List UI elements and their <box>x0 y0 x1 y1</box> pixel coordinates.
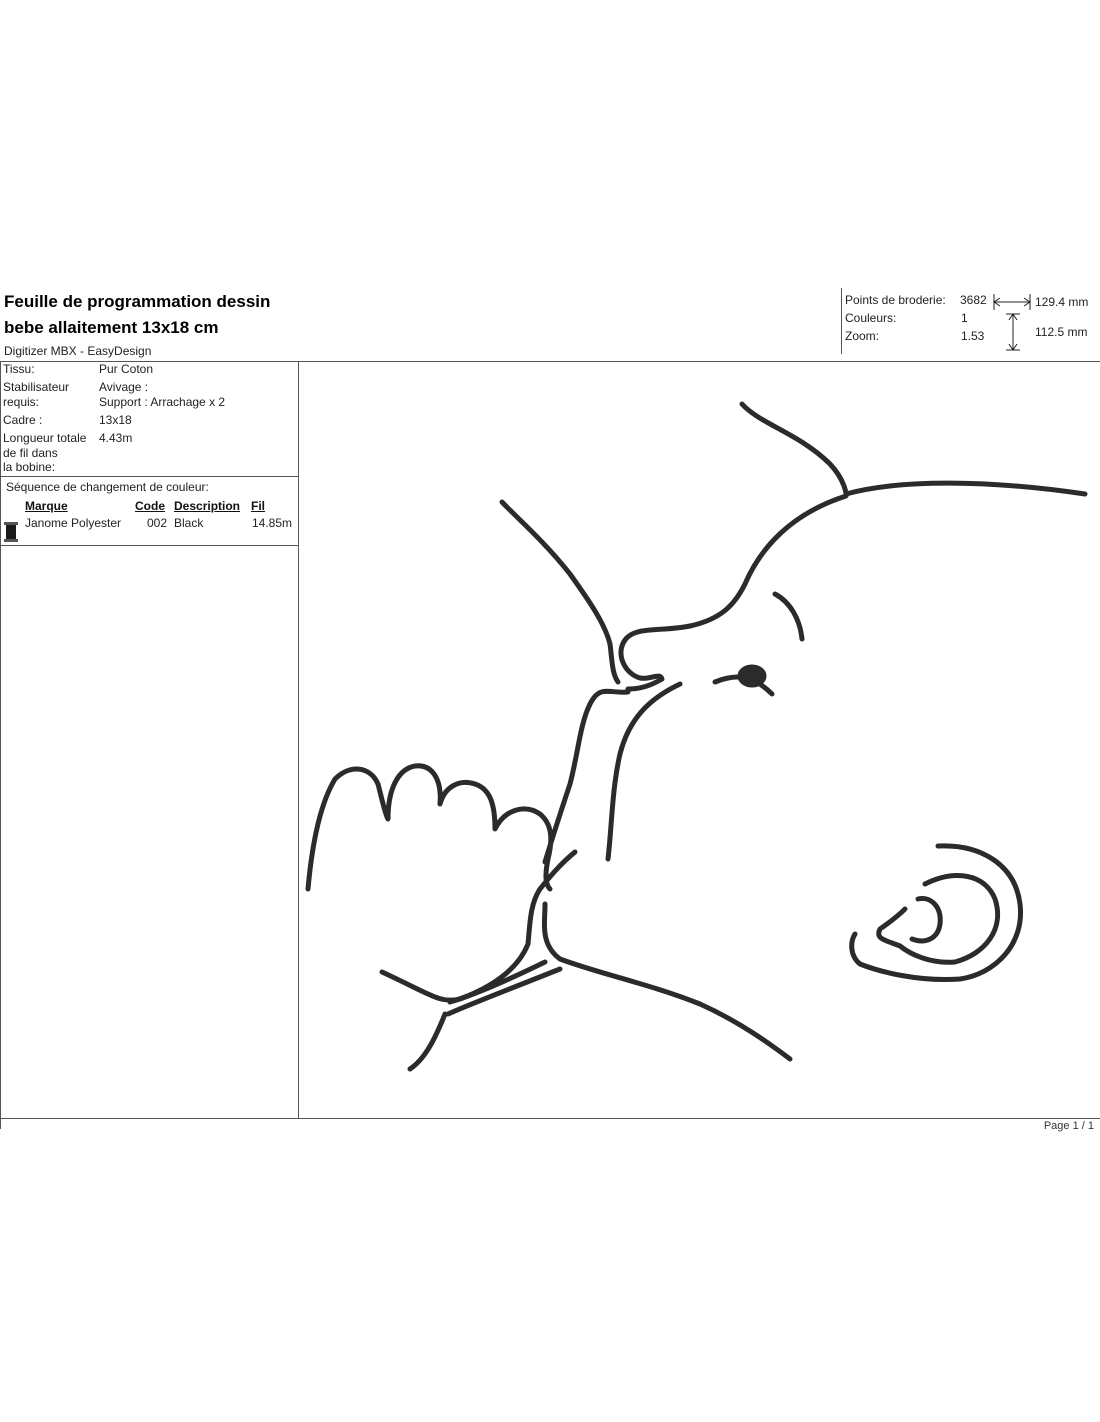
stabilizer-back: Support : Arrachage x 2 <box>99 395 226 409</box>
title-line-1: Feuille de programmation dessin <box>4 292 271 311</box>
design-height: 112.5 mm <box>1035 325 1088 339</box>
arm-line-4 <box>410 1014 445 1069</box>
row-description: Black <box>174 516 204 530</box>
hand-contour <box>308 766 551 889</box>
zoom-value: 1.53 <box>961 329 985 343</box>
col-length: Fil <box>251 499 265 513</box>
breast-contour <box>621 496 846 689</box>
fabric-value: Pur Coton <box>99 362 154 376</box>
design-width: 129.4 mm <box>1035 295 1089 309</box>
baby-eye <box>740 667 764 685</box>
col-code: Code <box>135 499 165 513</box>
frame-value: 13x18 <box>99 413 132 427</box>
col-description: Description <box>174 499 241 513</box>
thread-value: 4.43m <box>99 431 133 445</box>
row-length: 14.85m <box>252 516 293 530</box>
title-line-2: bebe allaitement 13x18 cm <box>4 318 219 337</box>
software-name: Digitizer MBX - EasyDesign <box>4 344 152 358</box>
stitches-value: 3682 <box>960 293 987 307</box>
sequence-title: Séquence de changement de couleur: <box>6 480 209 494</box>
thread-label-1: Longueur totale <box>3 431 87 445</box>
colors-label: Couleurs: <box>845 311 897 325</box>
baby-brow <box>775 594 802 639</box>
zoom-label: Zoom: <box>845 329 880 343</box>
arm-line-1 <box>544 904 790 1059</box>
stabilizer-label-2: requis: <box>3 395 40 409</box>
breast-upper-contour <box>742 404 1085 494</box>
face-left-contour <box>502 502 618 682</box>
stabilizer-front: Avivage : <box>99 380 149 394</box>
row-brand: Janome Polyester <box>25 516 122 530</box>
colors-value: 1 <box>961 311 968 325</box>
programming-sheet <box>0 284 1100 1132</box>
col-brand: Marque <box>25 499 68 513</box>
stitches-label: Points de broderie: <box>845 293 946 307</box>
thread-label-2: de fil dans <box>3 446 58 460</box>
embroidery-design <box>0 284 1100 1129</box>
fabric-label: Tissu: <box>3 362 35 376</box>
page-number: Page 1 / 1 <box>1043 1120 1094 1132</box>
stabilizer-label-1: Stabilisateur <box>3 380 70 394</box>
thread-label-3: la bobine: <box>3 460 56 474</box>
ear-fold <box>912 898 940 940</box>
row-code: 002 <box>147 516 168 530</box>
baby-cheek-inner <box>608 684 680 859</box>
frame-label: Cadre : <box>3 413 43 427</box>
